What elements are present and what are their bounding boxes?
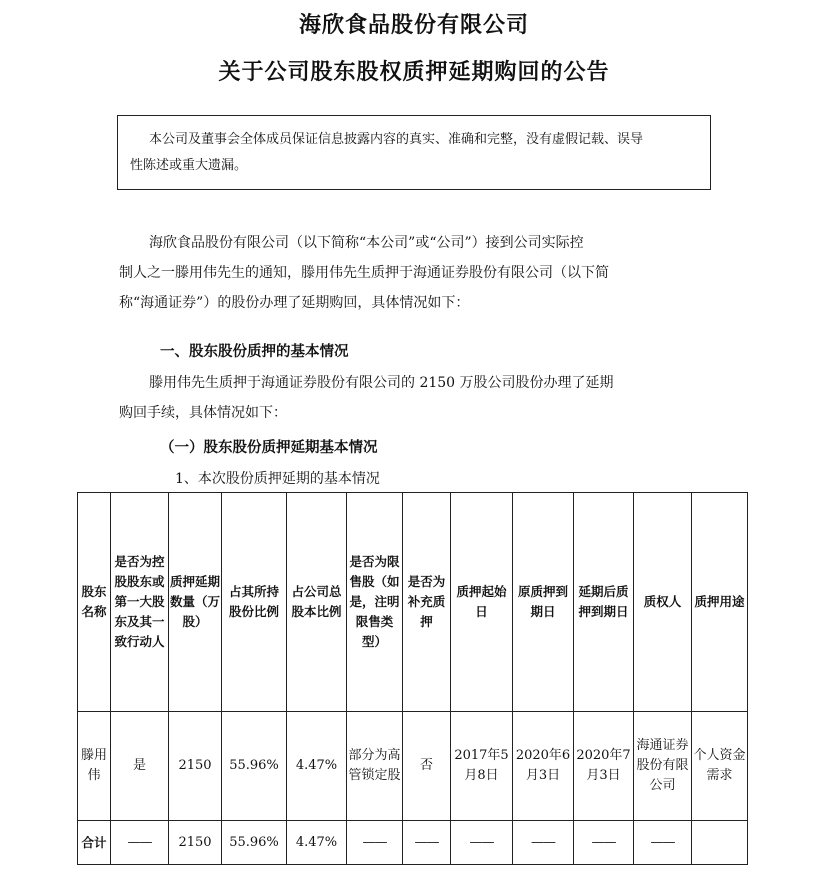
header-cell: 质权人 bbox=[634, 493, 692, 712]
table-cell: 2150 bbox=[169, 821, 222, 865]
item-heading: 1、本次股份质押延期的基本情况 bbox=[175, 471, 380, 487]
table-cell: 2150 bbox=[169, 712, 222, 821]
intro-line-3: 称“海通证券”）的股份办理了延期购回，具体情况如下： bbox=[119, 295, 470, 311]
table-cell: 2020年7月3日 bbox=[574, 712, 634, 821]
header-cell: 占其所持股份比例 bbox=[222, 493, 287, 712]
document-title: 关于公司股东股权质押延期购回的公告 bbox=[218, 60, 610, 85]
total-label: 合计 bbox=[78, 821, 111, 865]
intro-line-2: 制人之一滕用伟先生的通知，滕用伟先生质押于海通证券股份有限公司（以下简 bbox=[119, 265, 609, 281]
section-line-2: 购回手续，具体情况如下： bbox=[119, 405, 287, 421]
table-total-row bbox=[78, 821, 748, 865]
table-cell: 2020年6月3日 bbox=[513, 712, 574, 821]
header-cell: 质押起始日 bbox=[451, 493, 513, 712]
header-cell: 是否为限售股（如是，注明限售类型） bbox=[347, 493, 403, 712]
disclaimer-line-2: 性陈述或重大遗漏。 bbox=[130, 158, 248, 173]
table-cell: 4.47% bbox=[287, 712, 347, 821]
table-cell: 个人资金需求 bbox=[692, 712, 748, 821]
table-header-row bbox=[78, 493, 748, 712]
header-cell: 占公司总股本比例 bbox=[287, 493, 347, 712]
pledge-table bbox=[77, 492, 748, 865]
table-cell: —— bbox=[451, 821, 513, 865]
section-paragraph bbox=[119, 368, 719, 428]
table-cell: —— bbox=[111, 821, 169, 865]
disclaimer-line-1: 本公司及董事会全体成员保证信息披露内容的真实、准确和完整，没有虚假记载、误导 bbox=[149, 132, 644, 147]
table-cell: 2017年5月8日 bbox=[451, 712, 513, 821]
disclaimer-box bbox=[117, 115, 711, 190]
section-heading: 一、股东股份质押的基本情况 bbox=[160, 344, 349, 360]
sub-heading: （一）股东股份质押延期基本情况 bbox=[160, 440, 378, 456]
header-cell: 股东名称 bbox=[78, 493, 111, 712]
table-cell: 否 bbox=[403, 712, 451, 821]
table-cell: —— bbox=[574, 821, 634, 865]
header-cell: 是否为控股股东或第一大股东及其一致行动人 bbox=[111, 493, 169, 712]
header-cell: 原质押到期日 bbox=[513, 493, 574, 712]
company-name: 海欣食品股份有限公司 bbox=[298, 13, 529, 38]
table-cell: —— bbox=[347, 821, 403, 865]
intro-paragraph bbox=[119, 228, 719, 318]
table-cell: 海通证券股份有限公司 bbox=[634, 712, 692, 821]
table-cell: —— bbox=[513, 821, 574, 865]
table-cell: 4.47% bbox=[287, 821, 347, 865]
header-cell: 是否为补充质押 bbox=[403, 493, 451, 712]
table-row bbox=[78, 712, 748, 821]
table-cell: —— bbox=[403, 821, 451, 865]
table-cell: 是 bbox=[111, 712, 169, 821]
header-cell: 质押延期数量（万股） bbox=[169, 493, 222, 712]
table-cell: 55.96% bbox=[222, 712, 287, 821]
header-cell: 质押用途 bbox=[692, 493, 748, 712]
table-cell: —— bbox=[634, 821, 692, 865]
header-cell: 延期后质押到期日 bbox=[574, 493, 634, 712]
intro-line-1: 海欣食品股份有限公司（以下简称“本公司”或“公司”）接到公司实际控 bbox=[149, 235, 584, 251]
table-cell: 部分为高管锁定股 bbox=[347, 712, 403, 821]
section-line-1: 滕用伟先生质押于海通证券股份有限公司的 2150 万股公司股份办理了延期 bbox=[149, 375, 614, 391]
table-cell: 滕用伟 bbox=[78, 712, 111, 821]
table-cell bbox=[692, 821, 748, 865]
table-cell: 55.96% bbox=[222, 821, 287, 865]
